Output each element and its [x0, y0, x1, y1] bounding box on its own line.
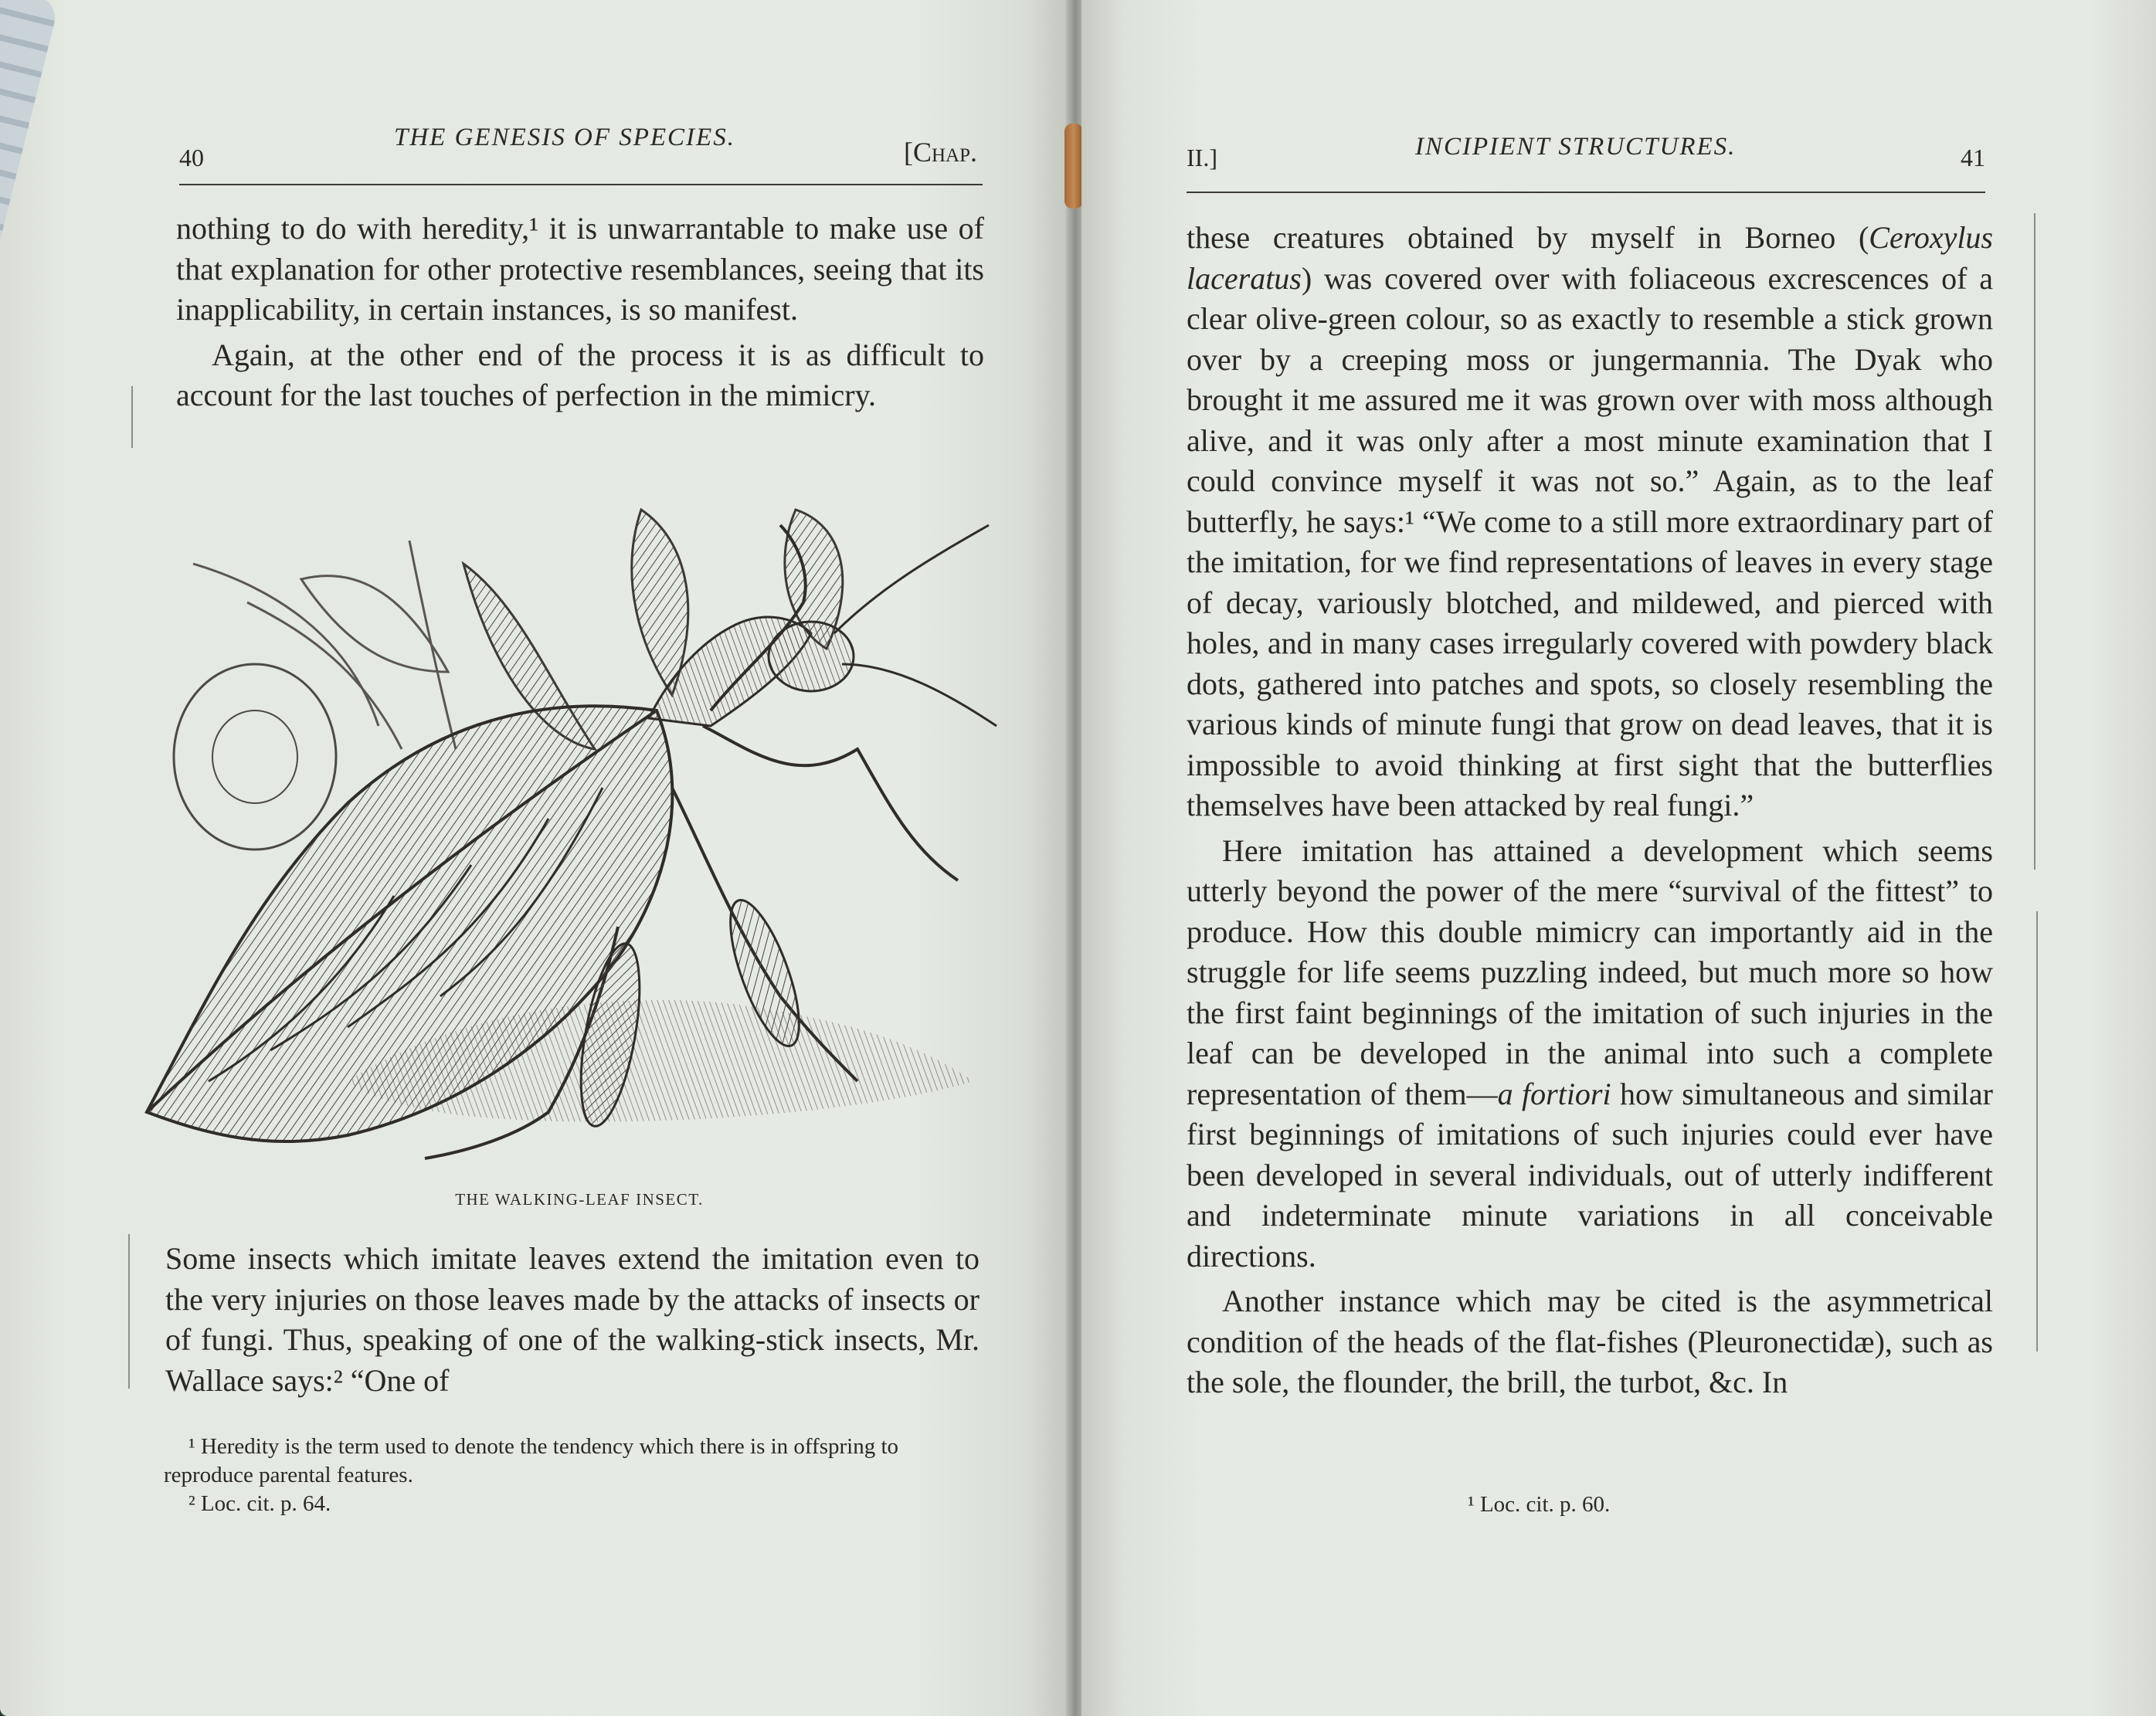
left-top-text — [176, 209, 984, 416]
species-name: Ceroxylus laceratus — [1187, 220, 1993, 296]
figure-caption: THE WALKING-LEAF INSECT. — [455, 1190, 704, 1209]
right-text — [1187, 218, 1993, 1403]
footnote-1: ¹ Heredity is the term used to denote the tendency which there is in offspring to reproduce parental features. — [164, 1434, 899, 1487]
left-paragraph-2: Again, at the other end of the process it is as difficult to account for the last touches of perfection in the mimicry. — [176, 337, 984, 412]
right-paragraph-2 — [1187, 831, 1993, 1277]
right-running-head: INCIPIENT STRUCTURES. — [1415, 133, 1737, 161]
left-page-number: 40 — [179, 144, 204, 171]
footnote-3: ¹ Loc. cit. p. 60. — [1468, 1492, 1611, 1517]
left-margin-mark-2 — [128, 1234, 130, 1389]
bookmark-ribbon — [0, 0, 59, 354]
left-bottom-text — [165, 1239, 980, 1401]
right-paragraph-1 — [1187, 218, 1993, 826]
left-chapter-mark: [Chap. — [904, 137, 978, 168]
right-paragraph-3: Another instance which may be cited is the asymmetrical condition of the heads of the flat-fishes (Pleuronectidæ), such as the sole, the flounder, the brill, the turbot, &c. In — [1187, 1284, 1993, 1399]
right-page — [1081, 0, 2156, 1716]
right-margin-mark — [2034, 213, 2035, 870]
left-paragraph-1: nothing to do with heredity,¹ it is unwarrantable to make use of that explanation for other protective resemblances, seeing that its inapplicability, in certain instances, is so manifest. — [176, 211, 984, 327]
footnote-2: ² Loc. cit. p. 64. — [188, 1491, 331, 1516]
walking-leaf-illustration — [116, 494, 1020, 1189]
right-paragraph-2-start: Here imitation has attained a development which seems utterly beyond the power of the mere “survival of the fittest” to produce. How this double mimicry can importantly aid in the struggle for life seems puzzling indeed, but much more so how the first faint beginnings of the imitation of such injuries in the leaf can be developed in the animal into such a complete representation of them— — [1187, 833, 1993, 1111]
right-chapter-mark: II.] — [1187, 144, 1217, 171]
right-paragraph-1-start: these creatures obtained by myself in Borneo ( — [1187, 220, 1869, 255]
right-paragraph-1-rest: ) was covered over with foliaceous excrescences of a clear olive-green colour, so as exactly to resemble a stick grown over by a creeping moss or jungermannia. The Dyak who brought it me assured me it was grown over with moss although alive, and it was only after a most minute examination that I could convince myself it was not so.” Again, as to the leaf butterfly, he says:¹ “We come to a still more extraordinary part of the imitation, for we find representations of leaves in every stage of decay, variously blotched, and mildewed, and pierced with holes, and in many cases irregularly covered with powdery black dots, gathered into patches and spots, so closely resembling the various kinds of minute fungi that grow on dead leaves, that it is impossible to avoid thinking at first sight that the butterflies themselves have been attacked by real fungi.” — [1187, 260, 1993, 822]
left-paragraph-3: Some insects which imitate leaves extend the imitation even to the very injuries on those leaves made by the attacks of insects or of fungi. Thus, speaking of one of the walking-stick insects, Mr. Wallace says:² “One of — [165, 1241, 980, 1398]
right-head-rule — [1187, 192, 1985, 193]
left-footnotes — [164, 1433, 983, 1518]
right-page-number: 41 — [1961, 144, 1985, 171]
left-head-rule — [179, 184, 983, 185]
right-margin-mark-2 — [2036, 911, 2038, 1351]
right-paragraph-2-rest: how simultaneous and similar first beginnings of imitations of such injuries could ever have been developed in several individuals, out of utterly indifferent and indeterminate minute variations in all conceivable directions. — [1187, 1076, 1993, 1273]
left-page — [0, 0, 1070, 1716]
left-margin-mark-1 — [131, 386, 133, 448]
right-footnotes — [1468, 1490, 1931, 1519]
left-running-head: THE GENESIS OF SPECIES. — [394, 124, 735, 151]
binding-thread — [1064, 124, 1083, 209]
latin-phrase: a fortiori — [1497, 1076, 1611, 1111]
